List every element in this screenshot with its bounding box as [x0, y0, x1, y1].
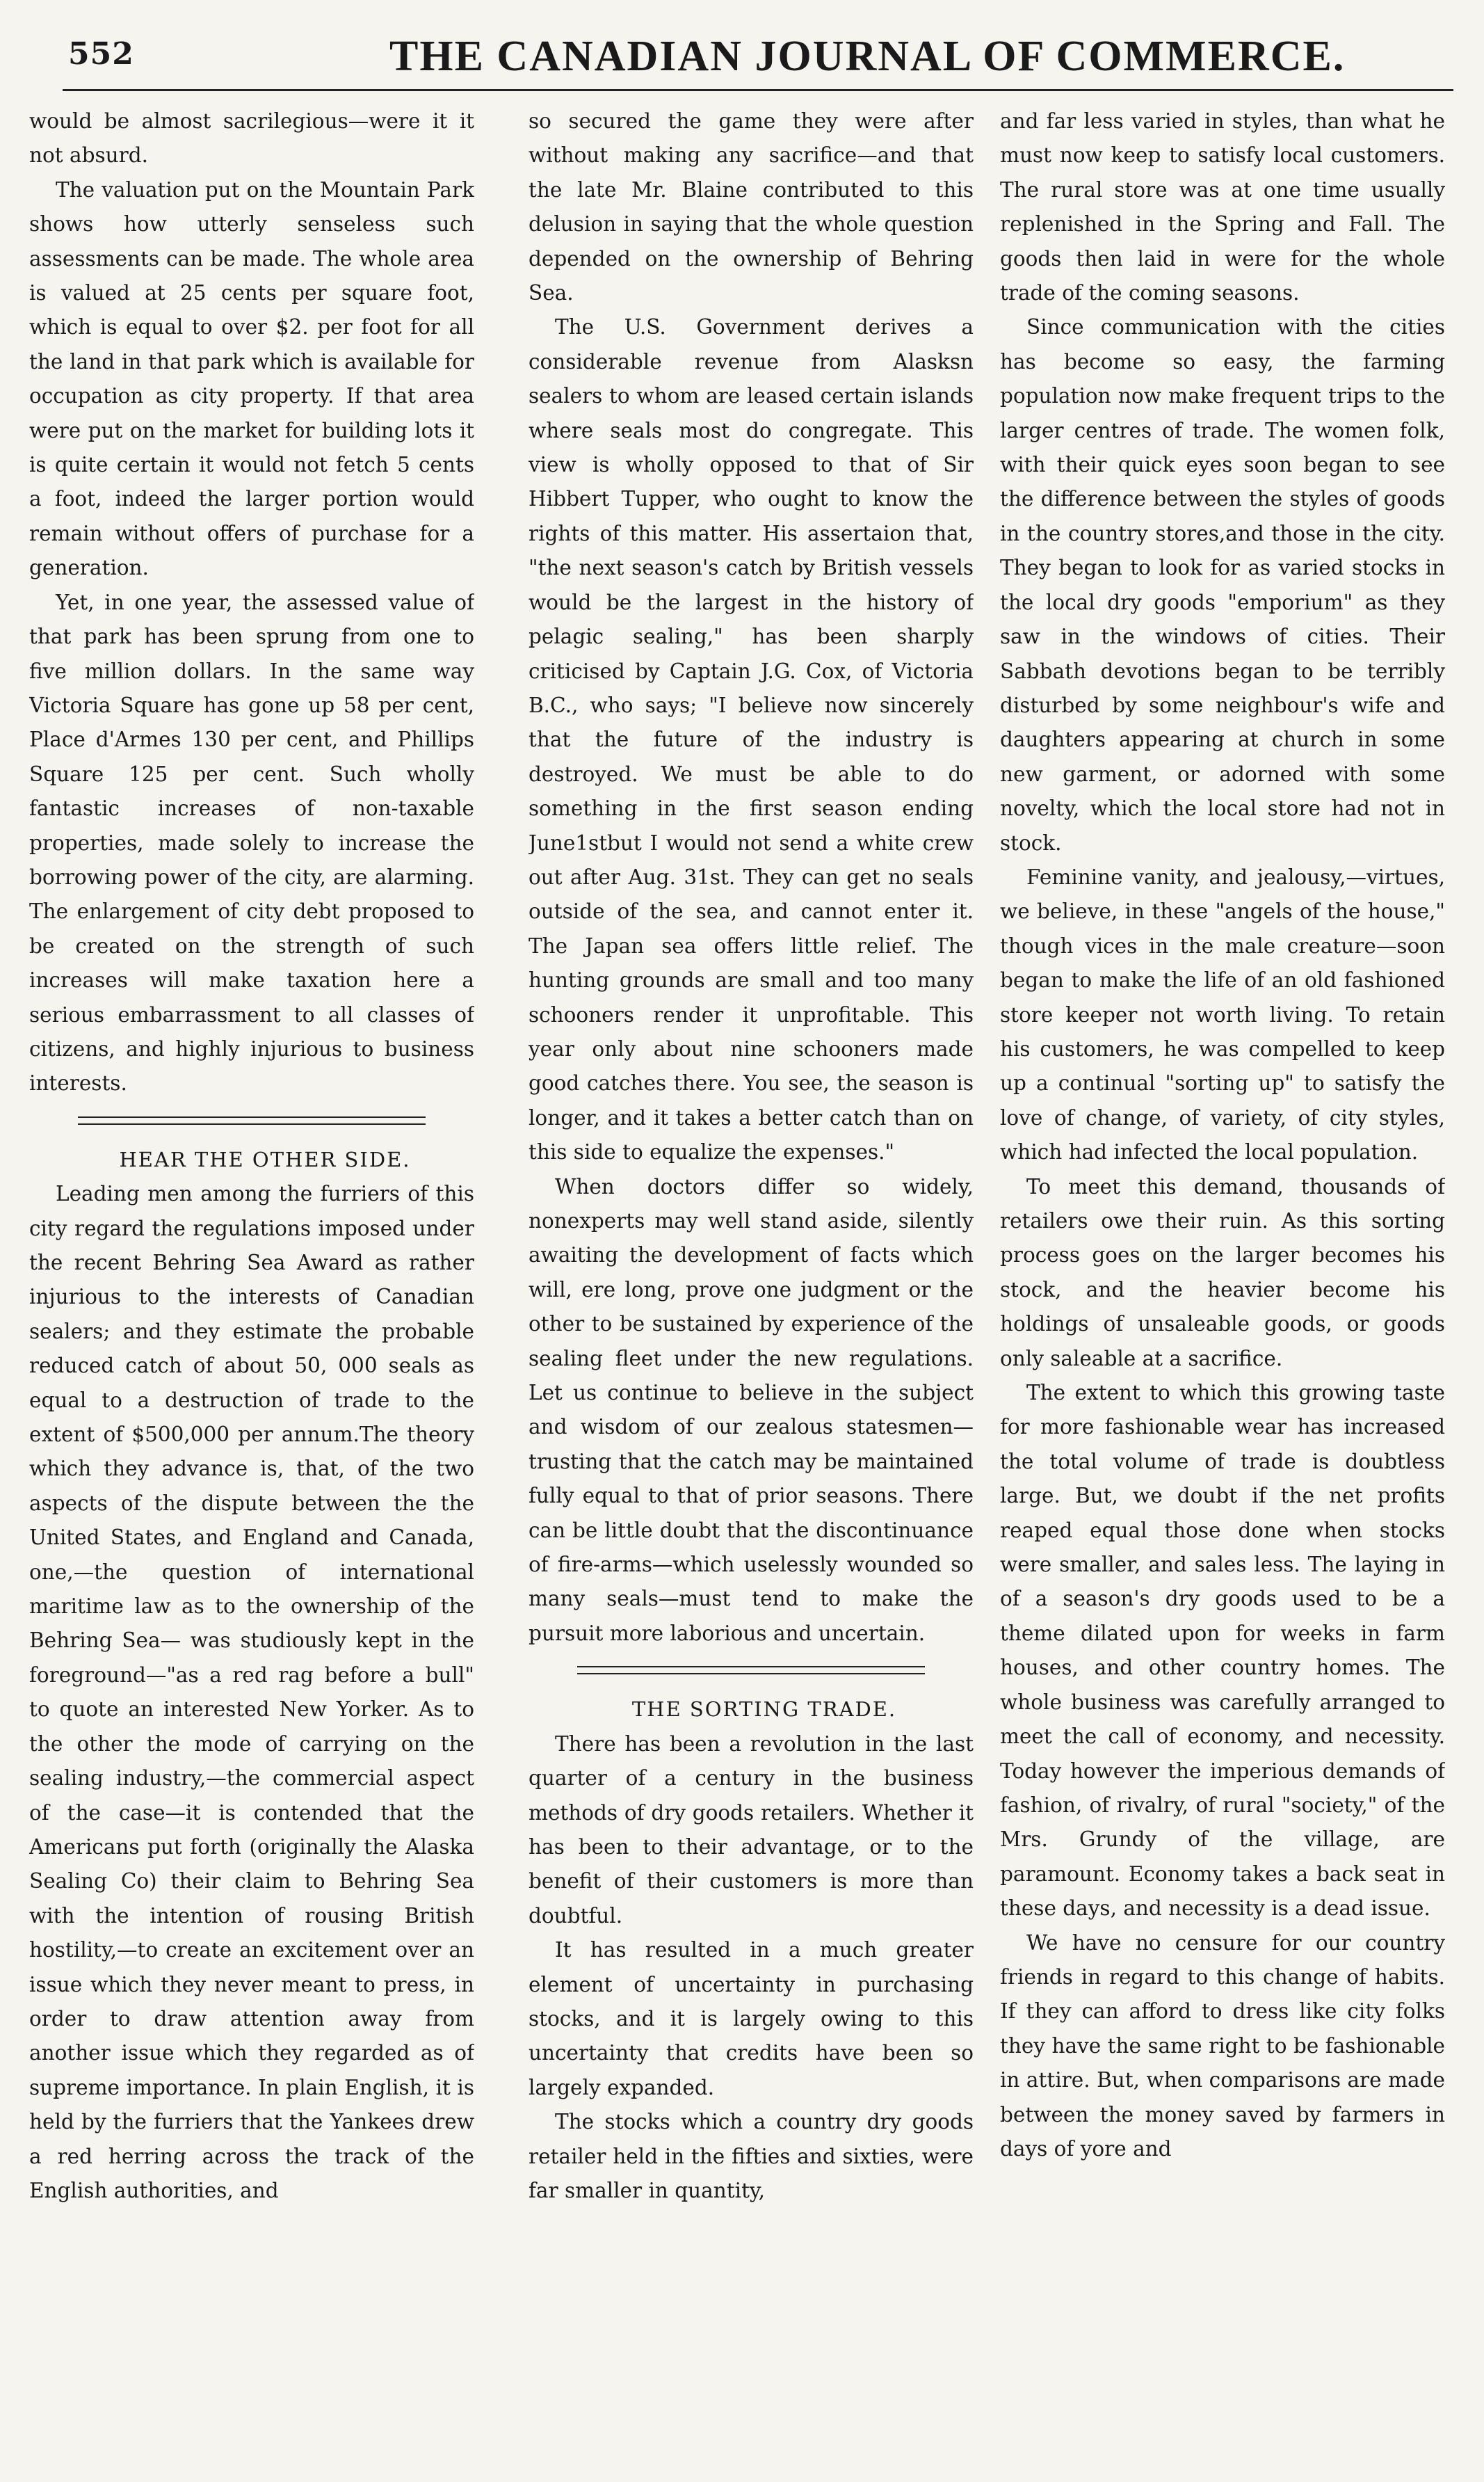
column-1 [29, 104, 474, 2421]
paragraph: would be almost sacrilegious—were it it not absurd. [29, 109, 474, 168]
page-number: 552 [68, 36, 134, 72]
paragraph: The extent to which this growing taste for more fashionable wear has increased the total volume of trade is doubtless large. But, we doubt if the net profits reaped equal those done when stocks were smaller, and sales less. The laying in of a season's dry goods used to be a theme dilated upon for weeks in farm houses, and other country homes. The whole business was carefully arranged to meet the call of economy, and necessity. Today however the imperious demands of fashion, of rivalry, of rural "society," of the Mrs. Grundy of the village, are paramount. Economy takes a back seat in these days, and necessity is a dead issue. [1000, 1381, 1445, 1921]
journal-title: THE CANADIAN JOURNAL OF COMMERCE. [389, 33, 1346, 80]
paragraph: so secured the game they were after without making any sacrifice—and that the late Mr. Blaine contributed to this delusion in saying that the whole question depended on the ownership of Behring Sea. [529, 109, 974, 305]
paragraph: Leading men among the furriers of this city regard the regulations imposed under the recent Behring Sea Award as rather injurious to the interests of Canadian sealers; and they estimate the probable reduced catch of about 50, 000 seals as equal to a destruction of trade to the extent of $500,000 per annum.The theory which they advance is, that, of the two aspects of the dispute between the the United States, and England and Canada, one,—the question of international maritime law as to the ownership of the Behring Sea— was studiously kept in the foreground—"as a red rag before a bull" to quote an interested New Yorker. As to the other the mode of carrying on the sealing industry,—the commercial aspect of the case—it is contended that the Americans put forth (originally the Alaska Sealing Co) their claim to Behring Sea with the intention of rousing British hostility,—to create an excitement over an issue which they never meant to press, in order to draw attention away from another issue which they regarded as of supreme importance. In plain English, it is held by the furriers that the Yankees drew a red herring across the track of the English authorities, and [29, 1182, 474, 2202]
paragraph: The stocks which a country dry goods retailer held in the fifties and sixties, were far smaller in quantity, [529, 2110, 974, 2202]
page-header [63, 28, 1453, 104]
section-heading: HEAR THE OTHER SIDE. [119, 1147, 411, 1171]
paragraph: and far less varied in styles, than what he must now keep to satisfy local customers. The rural store was at one time usually replenished in the Spring and Fall. The goods then laid in were for the whole trade of the coming seasons. [1000, 109, 1445, 305]
column-2 [529, 104, 974, 2421]
paragraph: We have no censure for our country friends in regard to this change of habits. If they can afford to dress like city folks they have the same right to be fashionable in attire. But, when comparisons are made between the money saved by farmers in days of yore and [1000, 1930, 1445, 2161]
paragraph: There has been a revolution in the last quarter of a century in the business methods of dry goods retailers. Whether it has been to their advantage, or to the benefit of their customers is more than doubtful. [529, 1731, 974, 1928]
section-divider [577, 1666, 925, 1674]
paragraph: It has resulted in a much greater element of uncertainty in purchasing stocks, and it is largely owing to this uncertainty that credits have been so largely expanded. [529, 1938, 974, 2099]
paragraph: The U.S. Government derives a considerable revenue from Alasksn sealers to whom are leased certain islands where seals most do congregate. This view is wholly opposed to that of Sir Hibbert Tupper, who ought to know the rights of this matter. His assertaion that, "the next season's catch by British vessels would be the largest in the history of pelagic sealing," has been sharply criticised by Captain J.G. Cox, of Victoria B.C., who says; "I believe now sincerely that the future of the industry is destroyed. We must be able to do something in the first season ending June1stbut I would not send a white crew out after Aug. 31st. They can get no seals outside of the sea, and cannot enter it. The Japan sea offers little relief. The hunting grounds are small and too many schooners render it unprofitable. This year only about nine schooners made good catches there. You see, the season is longer, and it takes a better catch than on this side to equalize the expenses." [529, 315, 974, 1164]
paragraph: When doctors differ so widely, nonexperts may well stand aside, silently awaiting the development of facts which will, ere long, prove one judgment or the other to be sustained by experience of the sealing fleet under the new regulations. Let us continue to believe in the subject and wisdom of our zealous statesmen—trusting that the catch may be maintained fully equal to that of prior seasons. There can be little doubt that the discontinuance of fire-arms—which uselessly wounded so many seals—must tend to make the pursuit more laborious and uncertain. [529, 1174, 974, 1645]
paragraph: Since communication with the cities has become so easy, the farming population now make frequent trips to the larger centres of trade. The women folk, with their quick eyes soon began to see the difference between the styles of goods in the country stores,and those in the city. They began to look for as varied stocks in the local dry goods "emporium" as they saw in the windows of cities. Their Sabbath devotions began to be terribly disturbed by some neighbour's wife and daughters appearing at church in some new garment, or adorned with some novelty, which the local store had not in stock. [1000, 315, 1445, 855]
header-rule [63, 89, 1453, 91]
paragraph: Yet, in one year, the assessed value of that park has been sprung from one to five million dollars. In the same way Victoria Square has gone up 58 per cent, Place d'Armes 130 per cent, and Phillips Square 125 per cent. Such wholly fantastic increases of non-taxable properties, made solely to increase the borrowing power of the city, are alarming. The enlargement of city debt proposed to be created on the strength of such increases will make taxation here a serious embarrassment to all classes of citizens, and highly injurious to business interests. [29, 590, 474, 1096]
paragraph: Feminine vanity, and jealousy,—virtues, we believe, in these "angels of the house," though vices in the male creature—soon began to make the life of an old fashioned store keeper not worth living. To retain his customers, he was compelled to keep up a continual "sorting up" to satisfy the love of change, of variety, of city styles, which had infected the local population. [1000, 865, 1445, 1164]
column-3 [1000, 104, 1445, 2421]
section-divider [78, 1116, 426, 1125]
paragraph: The valuation put on the Mountain Park shows how utterly senseless such assessments can be made. The whole area is valued at 25 cents per square foot, which is equal to over $2. per foot for all the land in that park which is available for occupation as city property. If that area were put on the market for building lots it is quite certain it would not fetch 5 cents a foot, indeed the larger portion would remain without offers of purchase for a generation. [29, 177, 474, 580]
paragraph: To meet this demand, thousands of retailers owe their ruin. As this sorting process goes on the larger becomes his stock, and the heavier become his holdings of unsaleable goods, or goods only saleable at a sacrifice. [1000, 1174, 1445, 1370]
section-heading: THE SORTING TRADE. [631, 1697, 897, 1722]
